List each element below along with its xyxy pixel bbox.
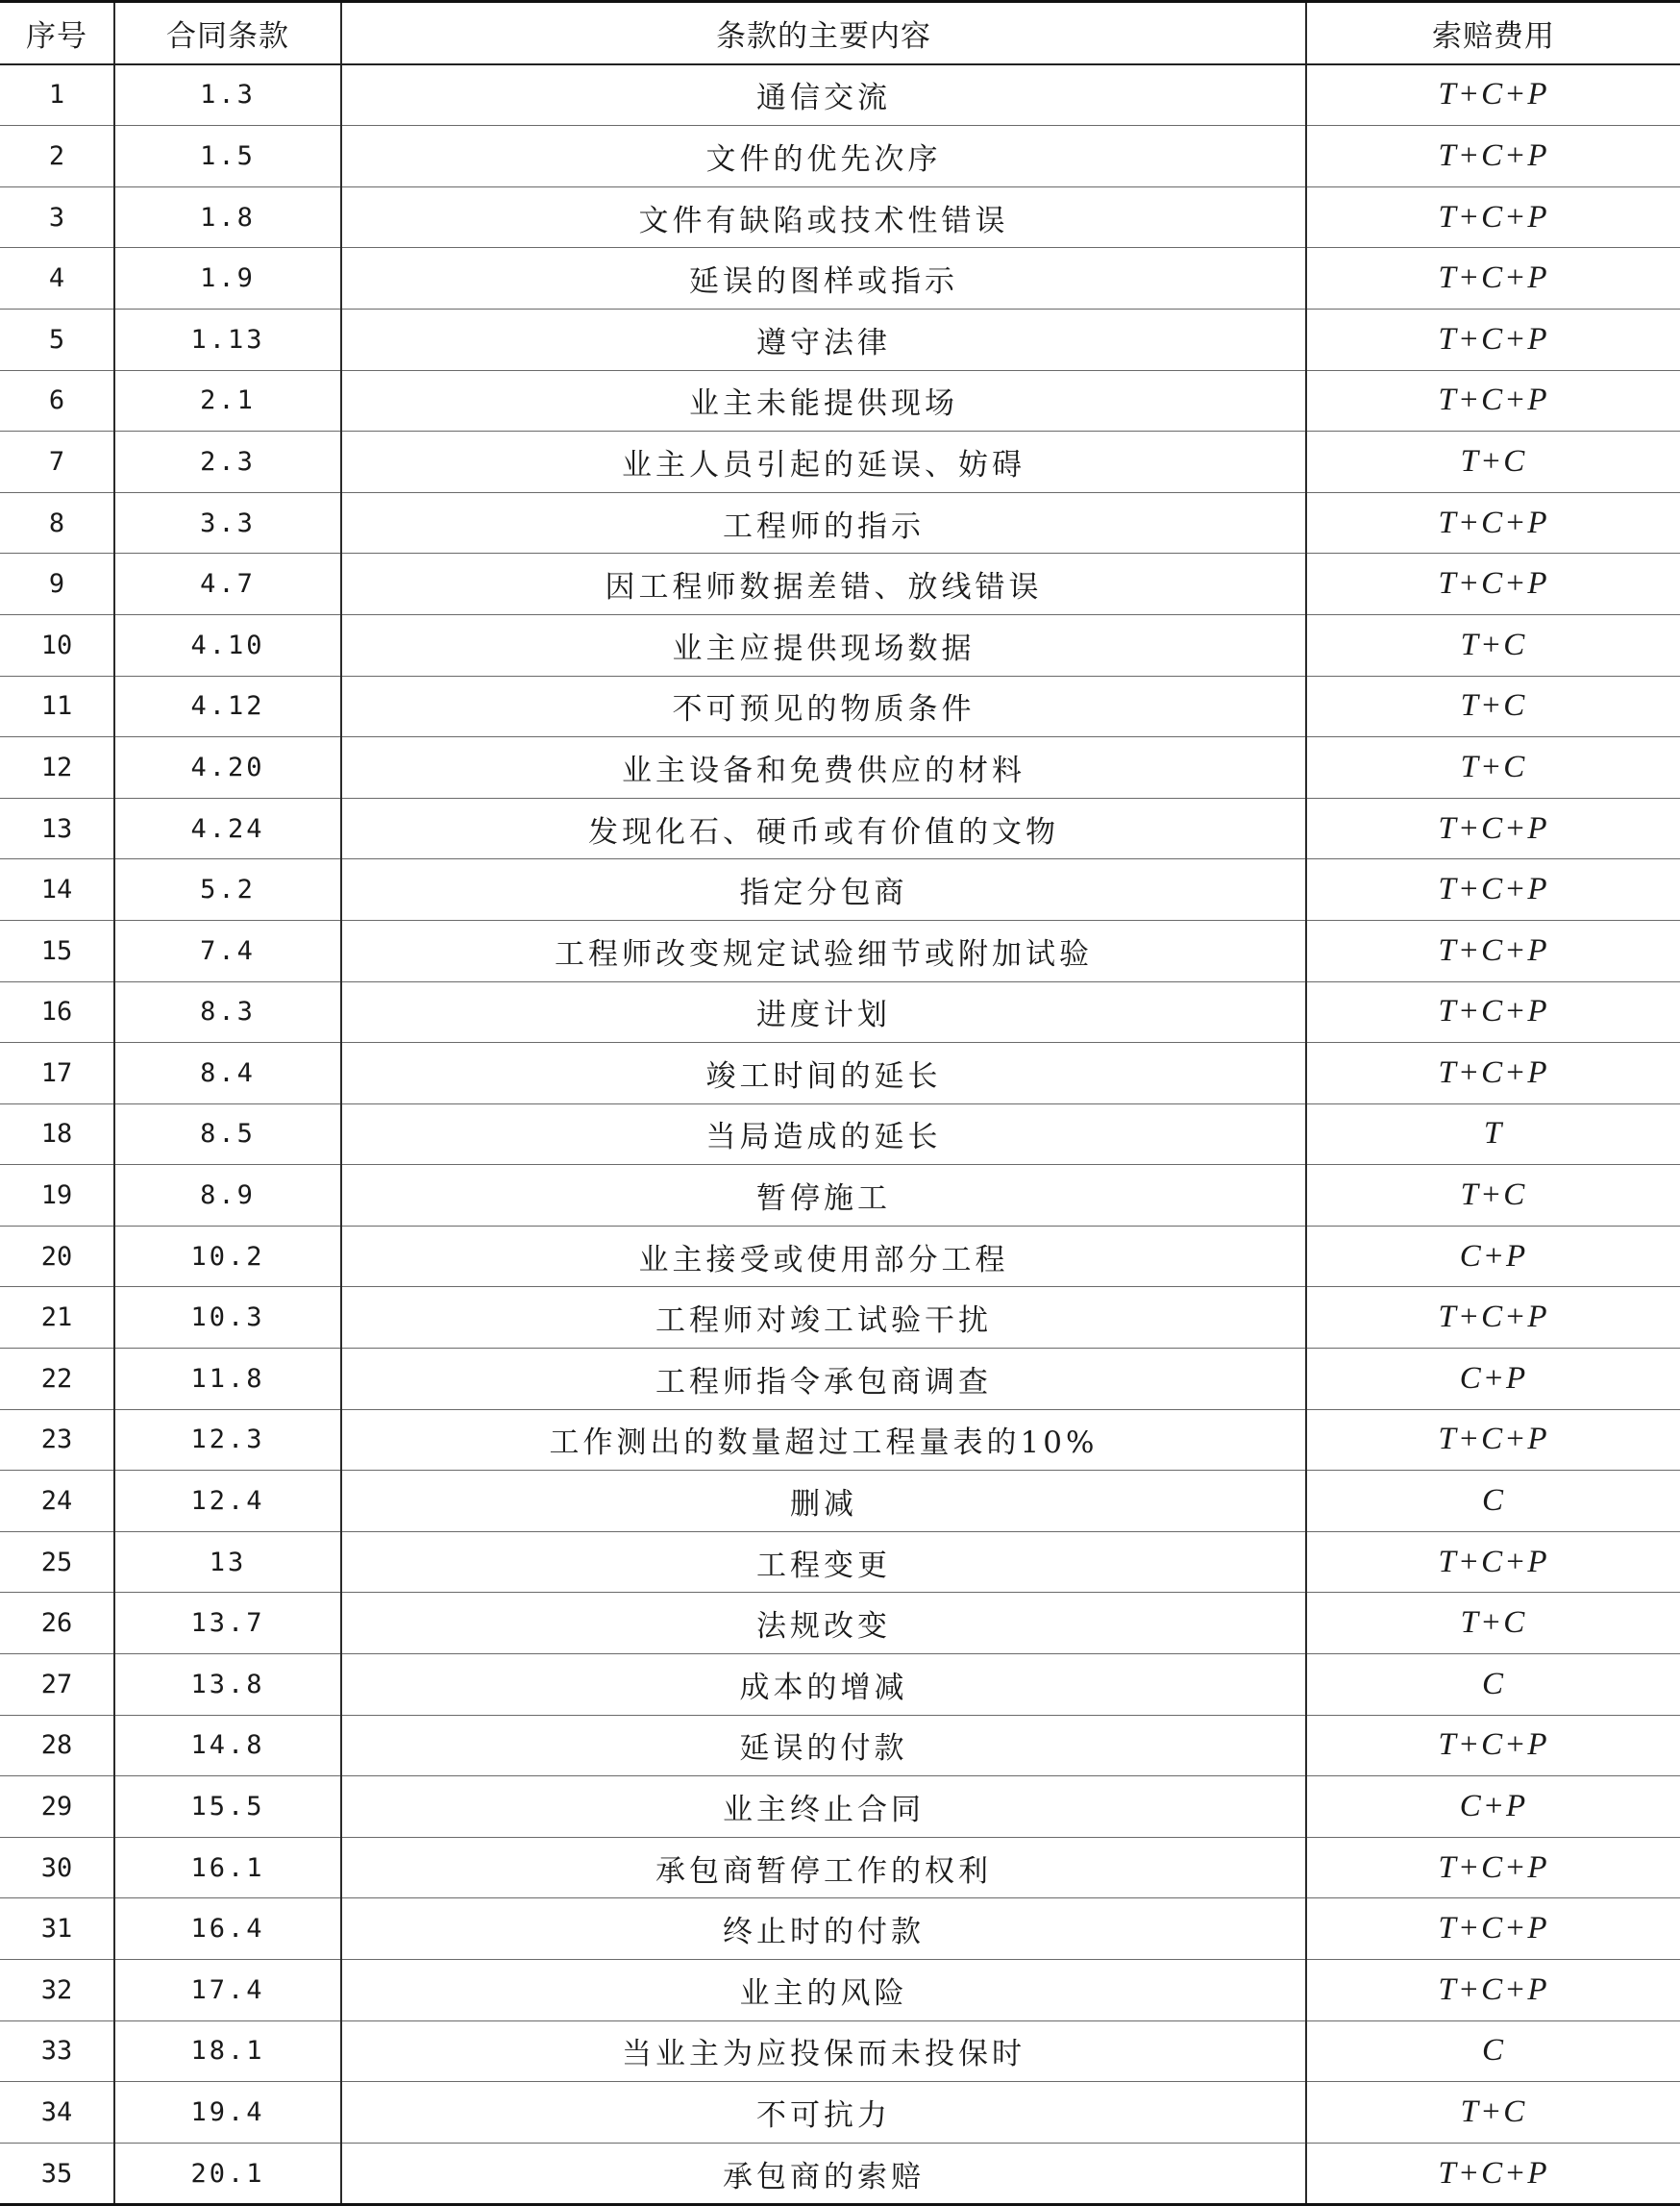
- cell-content: 指定分包商: [341, 859, 1306, 921]
- table-row: [0, 186, 1680, 248]
- cell-cost: T+C+P: [1306, 126, 1680, 187]
- cell-cost: T+C+P: [1306, 981, 1680, 1043]
- table-row: [0, 676, 1680, 737]
- cell-no: 2: [0, 126, 114, 187]
- cell-clause: 4.20: [114, 737, 341, 799]
- cell-content: 当局造成的延长: [341, 1103, 1306, 1165]
- cell-no: 9: [0, 554, 114, 615]
- table-row: [0, 1043, 1680, 1104]
- cell-cost: T+C: [1306, 1165, 1680, 1227]
- cell-no: 1: [0, 64, 114, 126]
- cell-cost: T+C+P: [1306, 2143, 1680, 2205]
- header-row: [0, 2, 1680, 64]
- cell-cost: T+C+P: [1306, 1043, 1680, 1104]
- cell-no: 10: [0, 614, 114, 676]
- cell-no: 8: [0, 492, 114, 554]
- cell-no: 3: [0, 186, 114, 248]
- table-row: [0, 370, 1680, 432]
- table-row: [0, 614, 1680, 676]
- cell-no: 5: [0, 309, 114, 370]
- cell-content: 工程师的指示: [341, 492, 1306, 554]
- cell-clause: 15.5: [114, 1776, 341, 1838]
- table-row: [0, 2020, 1680, 2082]
- cell-clause: 1.3: [114, 64, 341, 126]
- table-header: [0, 2, 1680, 64]
- cell-cost: T+C: [1306, 737, 1680, 799]
- cell-content: 通信交流: [341, 64, 1306, 126]
- cell-clause: 1.9: [114, 248, 341, 310]
- cell-content: 工作测出的数量超过工程量表的10%: [341, 1409, 1306, 1471]
- table-row: [0, 1531, 1680, 1593]
- cell-no: 17: [0, 1043, 114, 1104]
- cell-no: 35: [0, 2143, 114, 2205]
- cell-no: 4: [0, 248, 114, 310]
- cell-clause: 4.7: [114, 554, 341, 615]
- cell-content: 不可预见的物质条件: [341, 676, 1306, 737]
- cell-cost: T+C+P: [1306, 1531, 1680, 1593]
- cell-clause: 12.4: [114, 1471, 341, 1532]
- cell-clause: 13: [114, 1531, 341, 1593]
- cell-clause: 4.24: [114, 798, 341, 859]
- table-row: [0, 1654, 1680, 1716]
- cell-clause: 3.3: [114, 492, 341, 554]
- cell-no: 26: [0, 1593, 114, 1654]
- table-row: [0, 492, 1680, 554]
- table-body: [0, 64, 1680, 2205]
- header-content: 条款的主要内容: [341, 2, 1306, 64]
- cell-clause: 10.2: [114, 1226, 341, 1287]
- cell-content: 发现化石、硬币或有价值的文物: [341, 798, 1306, 859]
- cell-cost: T+C+P: [1306, 309, 1680, 370]
- cell-cost: T+C+P: [1306, 859, 1680, 921]
- cell-clause: 20.1: [114, 2143, 341, 2205]
- cell-cost: T: [1306, 1103, 1680, 1165]
- cell-clause: 11.8: [114, 1349, 341, 1410]
- cell-no: 15: [0, 920, 114, 981]
- cell-content: 竣工时间的延长: [341, 1043, 1306, 1104]
- cell-cost: T+C+P: [1306, 370, 1680, 432]
- table-row: [0, 737, 1680, 799]
- cell-content: 暂停施工: [341, 1165, 1306, 1227]
- cell-cost: C+P: [1306, 1226, 1680, 1287]
- cell-clause: 16.4: [114, 1898, 341, 1960]
- table-row: [0, 1226, 1680, 1287]
- table-row: [0, 1593, 1680, 1654]
- table-row: [0, 1409, 1680, 1471]
- header-cost: 索赔费用: [1306, 2, 1680, 64]
- cell-content: 工程师对竣工试验干扰: [341, 1287, 1306, 1349]
- table-row: [0, 1349, 1680, 1410]
- cell-clause: 18.1: [114, 2020, 341, 2082]
- cell-no: 22: [0, 1349, 114, 1410]
- cell-cost: T+C+P: [1306, 1837, 1680, 1898]
- cell-clause: 1.5: [114, 126, 341, 187]
- header-no: 序号: [0, 2, 114, 64]
- cell-content: 承包商的索赔: [341, 2143, 1306, 2205]
- cell-cost: C: [1306, 2020, 1680, 2082]
- cell-clause: 19.4: [114, 2082, 341, 2144]
- cell-no: 25: [0, 1531, 114, 1593]
- cell-content: 法规改变: [341, 1593, 1306, 1654]
- cell-no: 27: [0, 1654, 114, 1716]
- cell-cost: T+C+P: [1306, 64, 1680, 126]
- cell-content: 不可抗力: [341, 2082, 1306, 2144]
- table-row: [0, 126, 1680, 187]
- cell-clause: 13.8: [114, 1654, 341, 1716]
- cell-no: 31: [0, 1898, 114, 1960]
- cell-content: 当业主为应投保而未投保时: [341, 2020, 1306, 2082]
- table-row: [0, 798, 1680, 859]
- cell-cost: T+C+P: [1306, 1898, 1680, 1960]
- cell-content: 业主应提供现场数据: [341, 614, 1306, 676]
- table-row: [0, 1960, 1680, 2021]
- cell-cost: C: [1306, 1471, 1680, 1532]
- cell-content: 文件的优先次序: [341, 126, 1306, 187]
- table-row: [0, 1471, 1680, 1532]
- cell-no: 33: [0, 2020, 114, 2082]
- cell-clause: 4.10: [114, 614, 341, 676]
- table-row: [0, 1776, 1680, 1838]
- cell-no: 7: [0, 432, 114, 493]
- cell-cost: T+C: [1306, 676, 1680, 737]
- cell-no: 18: [0, 1103, 114, 1165]
- cell-content: 业主终止合同: [341, 1776, 1306, 1838]
- cell-content: 终止时的付款: [341, 1898, 1306, 1960]
- cell-content: 延误的付款: [341, 1715, 1306, 1776]
- table-row: [0, 2082, 1680, 2144]
- cell-no: 21: [0, 1287, 114, 1349]
- cell-content: 文件有缺陷或技术性错误: [341, 186, 1306, 248]
- table-row: [0, 248, 1680, 310]
- cell-clause: 2.1: [114, 370, 341, 432]
- cell-clause: 17.4: [114, 1960, 341, 2021]
- cell-content: 工程师改变规定试验细节或附加试验: [341, 920, 1306, 981]
- cell-content: 延误的图样或指示: [341, 248, 1306, 310]
- table-row: [0, 1715, 1680, 1776]
- cell-content: 承包商暂停工作的权利: [341, 1837, 1306, 1898]
- cell-no: 11: [0, 676, 114, 737]
- cell-content: 业主未能提供现场: [341, 370, 1306, 432]
- cell-cost: T+C+P: [1306, 1715, 1680, 1776]
- cell-no: 19: [0, 1165, 114, 1227]
- table-row: [0, 1837, 1680, 1898]
- cell-cost: T+C+P: [1306, 186, 1680, 248]
- cell-content: 进度计划: [341, 981, 1306, 1043]
- cell-content: 遵守法律: [341, 309, 1306, 370]
- cell-cost: T+C+P: [1306, 798, 1680, 859]
- cell-no: 29: [0, 1776, 114, 1838]
- cell-no: 30: [0, 1837, 114, 1898]
- cell-cost: T+C+P: [1306, 248, 1680, 310]
- cell-clause: 1.13: [114, 309, 341, 370]
- cell-no: 23: [0, 1409, 114, 1471]
- table-row: [0, 859, 1680, 921]
- cell-cost: T+C: [1306, 1593, 1680, 1654]
- cell-content: 工程师指令承包商调查: [341, 1349, 1306, 1410]
- cell-cost: T+C: [1306, 614, 1680, 676]
- cell-clause: 4.12: [114, 676, 341, 737]
- header-clause: 合同条款: [114, 2, 341, 64]
- cell-clause: 1.8: [114, 186, 341, 248]
- cell-no: 24: [0, 1471, 114, 1532]
- cell-no: 12: [0, 737, 114, 799]
- cell-cost: T+C+P: [1306, 1960, 1680, 2021]
- cell-no: 6: [0, 370, 114, 432]
- cell-content: 业主的风险: [341, 1960, 1306, 2021]
- cell-cost: C+P: [1306, 1349, 1680, 1410]
- cell-cost: C+P: [1306, 1776, 1680, 1838]
- table-row: [0, 554, 1680, 615]
- cell-clause: 10.3: [114, 1287, 341, 1349]
- cell-no: 28: [0, 1715, 114, 1776]
- cell-no: 13: [0, 798, 114, 859]
- cell-clause: 5.2: [114, 859, 341, 921]
- cell-clause: 2.3: [114, 432, 341, 493]
- cell-clause: 8.3: [114, 981, 341, 1043]
- cell-cost: C: [1306, 1654, 1680, 1716]
- cell-content: 业主接受或使用部分工程: [341, 1226, 1306, 1287]
- cell-clause: 13.7: [114, 1593, 341, 1654]
- cell-cost: T+C+P: [1306, 920, 1680, 981]
- table-row: [0, 309, 1680, 370]
- table-row: [0, 432, 1680, 493]
- cell-clause: 16.1: [114, 1837, 341, 1898]
- table-row: [0, 1103, 1680, 1165]
- cell-cost: T+C: [1306, 432, 1680, 493]
- table-row: [0, 1898, 1680, 1960]
- cell-content: 因工程师数据差错、放线错误: [341, 554, 1306, 615]
- cell-clause: 7.4: [114, 920, 341, 981]
- table-row: [0, 2143, 1680, 2205]
- cell-cost: T+C+P: [1306, 1409, 1680, 1471]
- cell-no: 32: [0, 1960, 114, 2021]
- cell-no: 14: [0, 859, 114, 921]
- cell-cost: T+C+P: [1306, 554, 1680, 615]
- table-row: [0, 1165, 1680, 1227]
- table-row: [0, 920, 1680, 981]
- cell-no: 16: [0, 981, 114, 1043]
- cell-content: 成本的增减: [341, 1654, 1306, 1716]
- cell-clause: 8.5: [114, 1103, 341, 1165]
- cell-no: 20: [0, 1226, 114, 1287]
- cell-clause: 12.3: [114, 1409, 341, 1471]
- table-row: [0, 64, 1680, 126]
- cell-content: 工程变更: [341, 1531, 1306, 1593]
- cell-clause: 8.9: [114, 1165, 341, 1227]
- cell-content: 删减: [341, 1471, 1306, 1532]
- cell-cost: T+C: [1306, 2082, 1680, 2144]
- cell-cost: T+C+P: [1306, 492, 1680, 554]
- cell-content: 业主设备和免费供应的材料: [341, 737, 1306, 799]
- cell-cost: T+C+P: [1306, 1287, 1680, 1349]
- table-row: [0, 981, 1680, 1043]
- table-row: [0, 1287, 1680, 1349]
- cell-content: 业主人员引起的延误、妨碍: [341, 432, 1306, 493]
- cell-clause: 14.8: [114, 1715, 341, 1776]
- cell-no: 34: [0, 2082, 114, 2144]
- cell-clause: 8.4: [114, 1043, 341, 1104]
